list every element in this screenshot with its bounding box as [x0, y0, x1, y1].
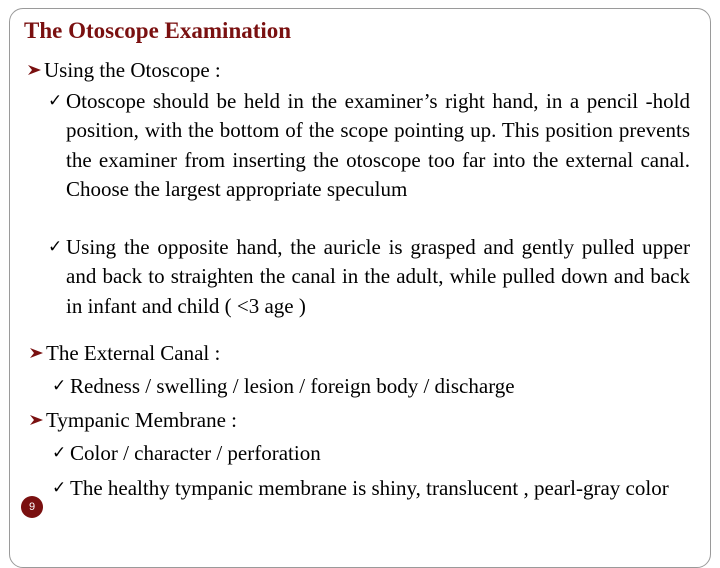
point-healthy-membrane — [52, 473, 700, 503]
point-canal-findings — [52, 372, 690, 401]
slide-number-badge: 9 — [21, 496, 43, 518]
point-text: Otoscope should be held in the examiner’s right hand, in a pencil -hold position, with the bottom of the scope pointing up. This position prevents the examiner from inserting the otoscope too far into the external canal. Choose the largest appropriate speculum — [66, 89, 690, 201]
checkmark-icon: ✓ — [48, 91, 63, 111]
bullet-icon — [29, 345, 45, 361]
section-heading-text: The External Canal : — [46, 341, 221, 365]
section-heading-text: Tympanic Membrane : — [46, 408, 237, 432]
checkmark-icon: ✓ — [48, 237, 63, 257]
section-heading-external-canal — [46, 340, 220, 366]
point-membrane-color — [52, 439, 690, 468]
point-text: Using the opposite hand, the auricle is grasped and gently pulled upper and back to straighten the canal in the adult, while pulled down and back in infant and child ( <3 age ) — [66, 235, 690, 318]
section-heading-otoscope-use — [44, 57, 221, 83]
point-otoscope-hold — [48, 87, 690, 204]
section-heading-tympanic-membrane — [46, 407, 237, 433]
slide-title: The Otoscope Examination — [24, 18, 292, 43]
checkmark-icon: ✓ — [52, 443, 67, 463]
checkmark-icon: ✓ — [52, 376, 67, 396]
point-auricle-grasp — [48, 233, 690, 321]
point-text: Redness / swelling / lesion / foreign body / discharge — [70, 374, 515, 398]
bullet-icon — [29, 412, 45, 428]
section-heading-text: Using the Otoscope : — [44, 58, 221, 82]
point-text: The healthy tympanic membrane is shiny, translucent , pearl-gray color — [70, 476, 669, 500]
checkmark-icon: ✓ — [52, 478, 67, 498]
bullet-icon — [27, 62, 43, 78]
point-text: Color / character / perforation — [70, 441, 321, 465]
